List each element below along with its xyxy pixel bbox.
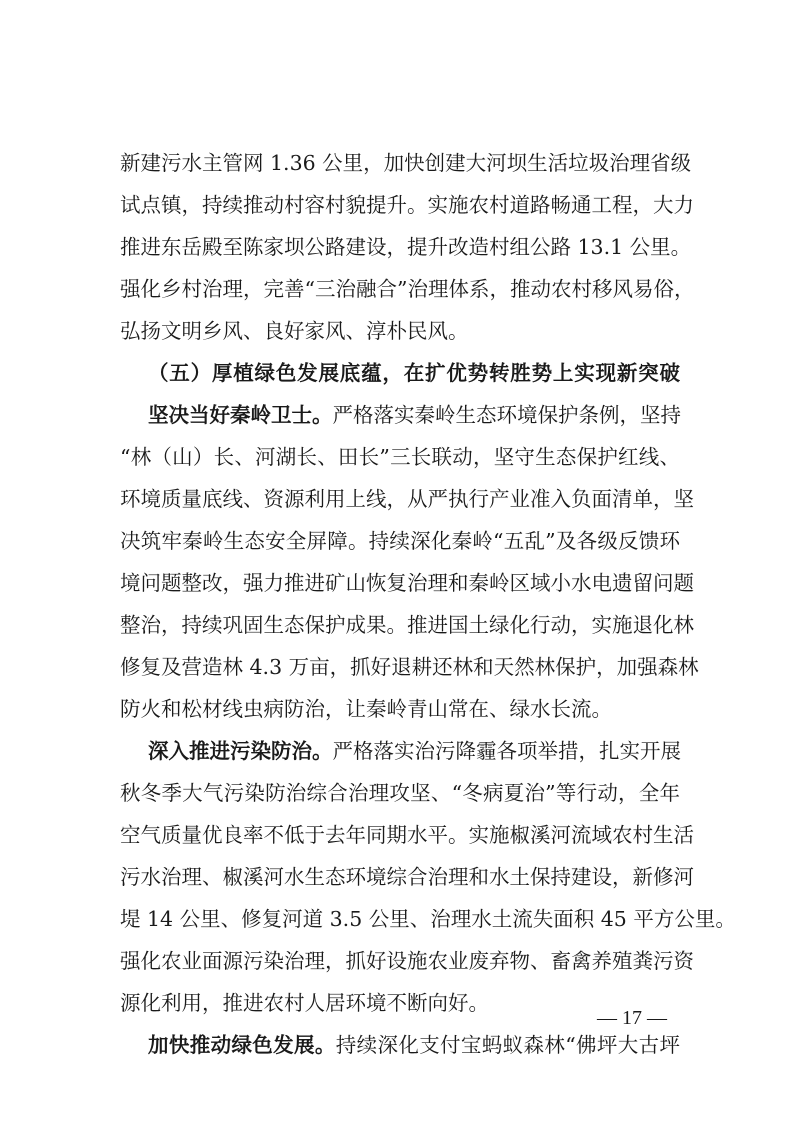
paragraph-text: 持续深化支付宝蚂蚁森林“佛坪大古坪 (335, 1033, 680, 1057)
body-line: 弘扬文明乡风、良好家风、淳朴民风。 (120, 319, 469, 343)
body-line: 决筑牢秦岭生态安全屏障。持续深化秦岭“五乱”及各级反馈环 (120, 529, 680, 553)
body-line: 污水治理、椒溪河水生态环境综合治理和水土保持建设，新修河 (120, 865, 694, 889)
body-line: 环境质量底线、资源利用上线，从严执行产业准入负面清单，坚 (120, 487, 694, 511)
body-line: “林（山）长、河湖长、田长”三长联动，坚守生态保护红线、 (120, 445, 680, 469)
body-line: 推进东岳殿至陈家坝公路建设，提升改造村组公路 13.1 公里。 (120, 235, 692, 259)
body-line: 修复及营造林 4.3 万亩，抓好退耕还林和天然林保护，加强森林 (120, 655, 699, 679)
paragraph-lead: 加快推动绿色发展。 (148, 1033, 336, 1057)
body-line: 新建污水主管网 1.36 公里，加快创建大河坝生活垃圾治理省级 (120, 151, 692, 175)
body-line: 强化农业面源污染治理，抓好设施农业废弃物、畜禽养殖粪污资 (120, 949, 694, 973)
body-line: 强化乡村治理，完善“三治融合”治理体系，推动农村移风易俗， (120, 277, 695, 301)
body-line: 试点镇，持续推动村容村貌提升。实施农村道路畅通工程，大力 (120, 193, 694, 217)
body-line: 空气质量优良率不低于去年同期水平。实施椒溪河流域农村生活 (120, 823, 694, 847)
body-line: 防火和松材线虫病防治，让秦岭青山常在、绿水长流。 (120, 697, 612, 721)
page-number: — 17 — (597, 1007, 667, 1029)
paragraph-lead: 深入推进污染防治。 (148, 739, 333, 763)
body-line: 源化利用，推进农村人居环境不断向好。 (120, 991, 489, 1015)
paragraph-first-line (148, 731, 680, 771)
paragraph-text: 严格落实秦岭生态环境保护条例，坚持 (332, 403, 681, 427)
paragraph-lead: 坚决当好秦岭卫士。 (148, 403, 333, 427)
paragraph-text: 严格落实治污降霾各项举措，扎实开展 (332, 739, 681, 763)
paragraph-first-line (148, 395, 680, 435)
section-heading: （五）厚植绿色发展底蕴，在扩优势转胜势上实现新突破 (148, 361, 680, 385)
body-line: 秋冬季大气污染防治综合治理攻坚、“冬病夏治”等行动，全年 (120, 781, 680, 805)
body-line: 堤 14 公里、修复河道 3.5 公里、治理水土流失面积 45 平方公里。 (120, 907, 736, 931)
body-line: 境问题整改，强力推进矿山恢复治理和秦岭区域小水电遗留问题 (120, 571, 694, 595)
body-line: 整治，持续巩固生态保护成果。推进国土绿化行动，实施退化林 (120, 613, 694, 637)
